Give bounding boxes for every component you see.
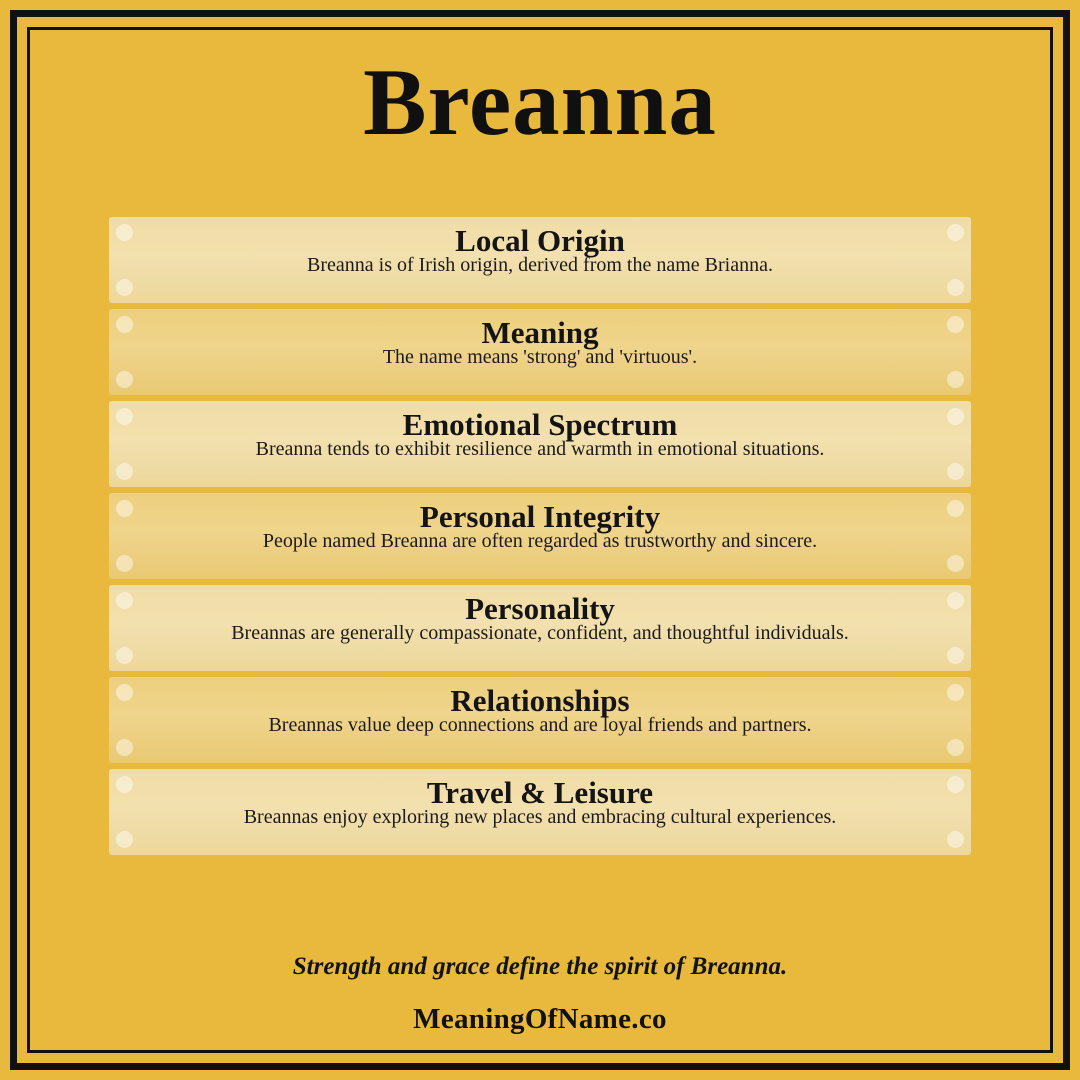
card-stud-icon — [947, 279, 964, 296]
info-card — [109, 217, 971, 303]
card-stud-icon — [947, 739, 964, 756]
info-card — [109, 401, 971, 487]
info-card — [109, 309, 971, 395]
info-card-body: Breannas enjoy exploring new places and embracing cultural experiences. — [243, 806, 837, 829]
card-stud-icon — [116, 739, 133, 756]
card-stud-icon — [116, 316, 133, 333]
card-stud-icon — [947, 224, 964, 241]
card-stud-icon — [947, 684, 964, 701]
card-stud-icon — [116, 555, 133, 572]
card-stud-icon — [947, 500, 964, 517]
card-stud-icon — [116, 408, 133, 425]
card-stud-icon — [116, 647, 133, 664]
info-card-heading: Personal Integrity — [419, 498, 661, 534]
card-stud-icon — [947, 592, 964, 609]
page-title: Breanna — [363, 49, 717, 155]
info-card-body: Breannas are generally compassionate, confident, and thoughtful individuals. — [231, 622, 849, 645]
info-card-heading: Emotional Spectrum — [402, 406, 678, 442]
card-stud-icon — [116, 831, 133, 848]
info-card-body: Breanna tends to exhibit resilience and warmth in emotional situations. — [255, 438, 825, 461]
card-stud-icon — [116, 776, 133, 793]
card-stud-icon — [947, 555, 964, 572]
card-stud-icon — [116, 592, 133, 609]
card-stud-icon — [116, 279, 133, 296]
info-card — [109, 677, 971, 763]
brand-name: MeaningOfName.co — [413, 1002, 667, 1035]
info-card-heading: Travel & Leisure — [426, 774, 654, 810]
info-card-body: Breanna is of Irish origin, derived from the name Brianna. — [307, 254, 773, 277]
info-card — [109, 769, 971, 855]
card-stud-icon — [116, 684, 133, 701]
card-stud-icon — [116, 224, 133, 241]
card-stud-icon — [947, 647, 964, 664]
card-stud-icon — [947, 776, 964, 793]
info-card-heading: Local Origin — [455, 222, 625, 258]
info-card — [109, 585, 971, 671]
card-stud-icon — [116, 371, 133, 388]
card-stud-icon — [947, 408, 964, 425]
poster-content — [30, 30, 1050, 1050]
info-card-list — [109, 217, 971, 855]
info-card-heading: Personality — [465, 590, 615, 626]
info-card-body: Breannas value deep connections and are loyal friends and partners. — [268, 714, 812, 737]
card-stud-icon — [947, 371, 964, 388]
info-card-heading: Relationships — [450, 682, 630, 718]
card-stud-icon — [947, 316, 964, 333]
card-stud-icon — [116, 463, 133, 480]
info-card-body: People named Breanna are often regarded as trustworthy and sincere. — [262, 530, 818, 553]
card-stud-icon — [947, 463, 964, 480]
card-stud-icon — [116, 500, 133, 517]
info-card-body: The name means 'strong' and 'virtuous'. — [382, 346, 698, 369]
tagline: Strength and grace define the spirit of Breanna. — [292, 952, 788, 980]
info-card — [109, 493, 971, 579]
info-card-heading: Meaning — [481, 314, 599, 350]
card-stud-icon — [947, 831, 964, 848]
